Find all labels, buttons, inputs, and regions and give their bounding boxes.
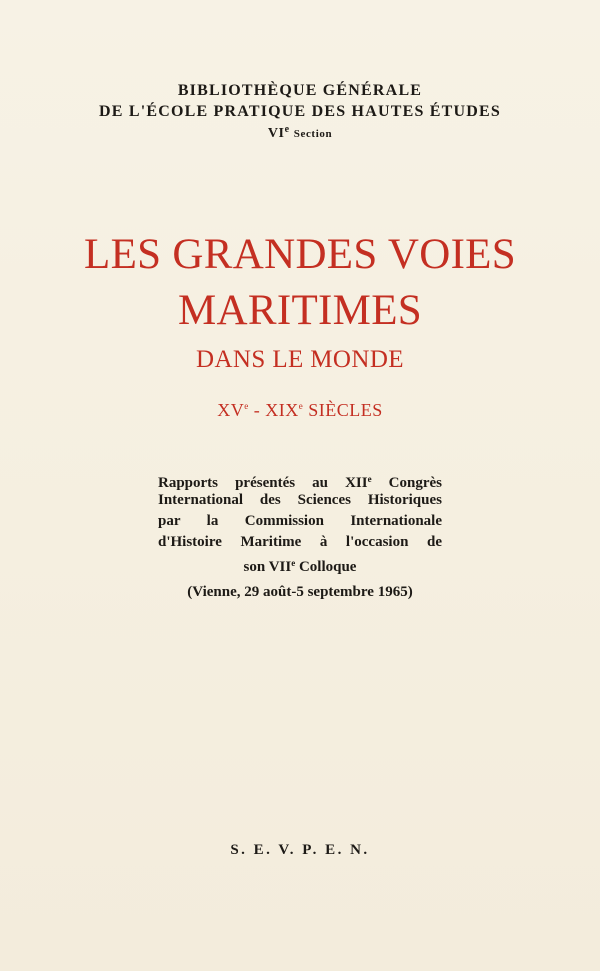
rapport-line-2: International des Sciences Historiques (158, 492, 442, 508)
century-end: - XIX (248, 400, 299, 420)
rapport-line-1-b: Congrès (371, 475, 443, 491)
rapport-line-1-sup: e (367, 474, 372, 484)
centuries-word: SIÈCLES (303, 400, 383, 420)
rapport-line-5-b: Colloque (295, 559, 357, 575)
century-start-sup: e (244, 401, 249, 411)
title-line-1: LES GRANDES VOIES (84, 231, 516, 278)
rapport-line-5 (190, 553, 410, 578)
series-section-number: VI (267, 126, 285, 141)
title-line-2: MARITIMES (178, 287, 422, 334)
series-section-word: Section (293, 128, 333, 140)
place-date: (Vienne, 29 août-5 septembre 1965) (187, 584, 413, 600)
series-line-1: BIBLIOTHÈQUE GÉNÉRALE (177, 82, 423, 99)
rapport-line-4: d'Histoire Maritime à l'occasion de (158, 534, 442, 550)
centuries-line (0, 400, 600, 421)
rapport-line-5-a: son VII (243, 559, 292, 575)
series-line-2: DE L'ÉCOLE PRATIQUE DES HAUTES ÉTUDES (99, 103, 501, 120)
publisher: S. E. V. P. E. N. (230, 842, 370, 858)
century-start: XV (217, 400, 245, 420)
century-end-sup: e (298, 401, 304, 411)
rapport-line-5-sup: e (291, 558, 296, 568)
rapport-line-3: par la Commission Internationale (158, 513, 442, 529)
series-section-sup: e (284, 124, 290, 135)
rapport-line-1-a: Rapports présentés au XII (158, 475, 368, 491)
subtitle-line: DANS LE MONDE (196, 346, 404, 373)
series-line-3 (0, 124, 600, 142)
